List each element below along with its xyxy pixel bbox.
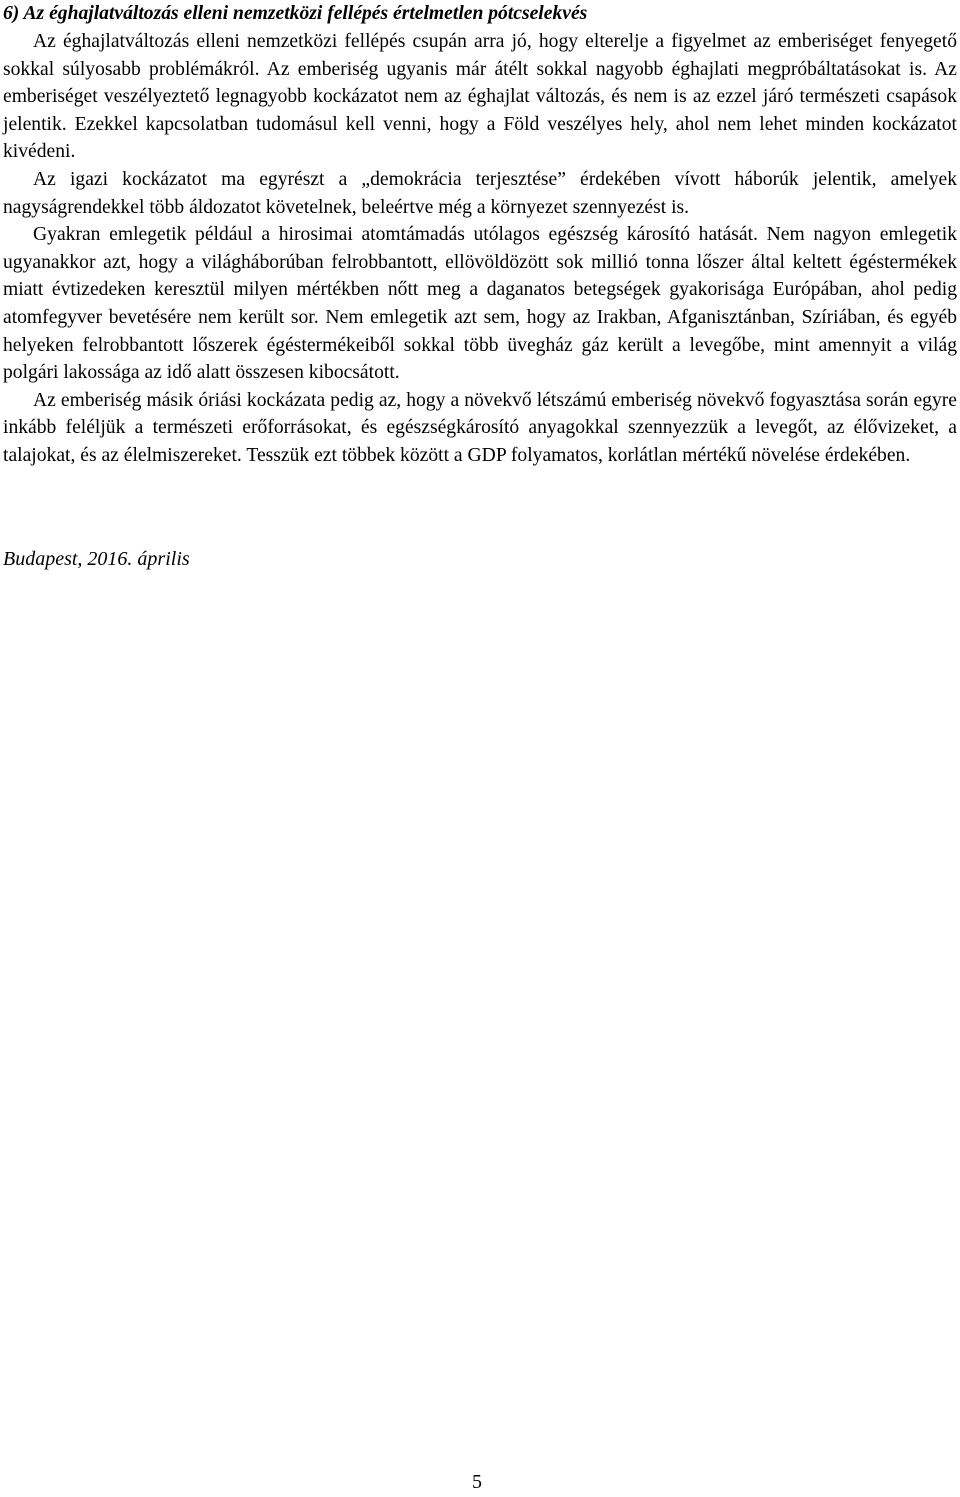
- document-body: [3, 0, 957, 470]
- paragraph-3: Gyakran emlegetik például a hirosimai atomtámadás utólagos egészség károsító hatását. Nem nagyon emlegetik ugyanakkor azt, hogy a világháborúban felrobbantott, ellövöldözött sok millió tonna lőszer által keltett égéstermékek miatt évtizedeken keresztül milyen mértékben nőtt meg a daganatos betegségek gyakorisága Európában, ahol pedig atomfegyver bevetésére nem került sor. Nem emlegetik azt sem, hogy az Irakban, Afganisztánban, Szíriában, és egyéb helyeken felrobbantott lőszerek égéstermékeiből sokkal több üvegház gáz került a levegőbe, mint amennyit a világ polgári lakossága az idő alatt összesen kibocsátott.: [3, 224, 957, 384]
- paragraph-1: Az éghajlatváltozás elleni nemzetközi fellépés csupán arra jó, hogy elterelje a figyelmet az emberiséget fenyegető sokkal súlyosabb problémákról. Az emberiség ugyanis már átélt sokkal nagyobb éghajlati megpróbáltatásokat is. Az emberiséget veszélyeztető legnagyobb kockázatot nem az éghajlat változás, és nem is az ezzel járó természeti csapások jelentik. Ezekkel kapcsolatban tudomásul kell venni, hogy a Föld veszélyes hely, ahol nem lehet minden kockázatot kivédeni.: [3, 31, 957, 163]
- paragraph-2: Az igazi kockázatot ma egyrészt a „demokrácia terjesztése” érdekében vívott háborúk jelentik, amelyek nagyságrendekkel több áldozatot követelnek, beleértve még a környezet szennyezést is.: [3, 168, 957, 218]
- place-and-date: Budapest, 2016. április: [3, 548, 190, 570]
- section-heading: 6) Az éghajlatváltozás elleni nemzetközi fellépés értelmetlen pótcselekvés: [3, 3, 588, 24]
- page-number: 5: [472, 1471, 482, 1493]
- paragraph-4: Az emberiség másik óriási kockázata pedig az, hogy a növekvő létszámú emberiség növekvő fogyasztása során egyre inkább feléljük a természeti erőforrásokat, és egészségkárosító anyagokkal szennyezzük a levegőt, az élővizeket, a talajokat, és az élelmiszereket. Tesszük ezt többek között a GDP folyamatos, korlátlan mértékű növelése érdekében.: [3, 389, 957, 466]
